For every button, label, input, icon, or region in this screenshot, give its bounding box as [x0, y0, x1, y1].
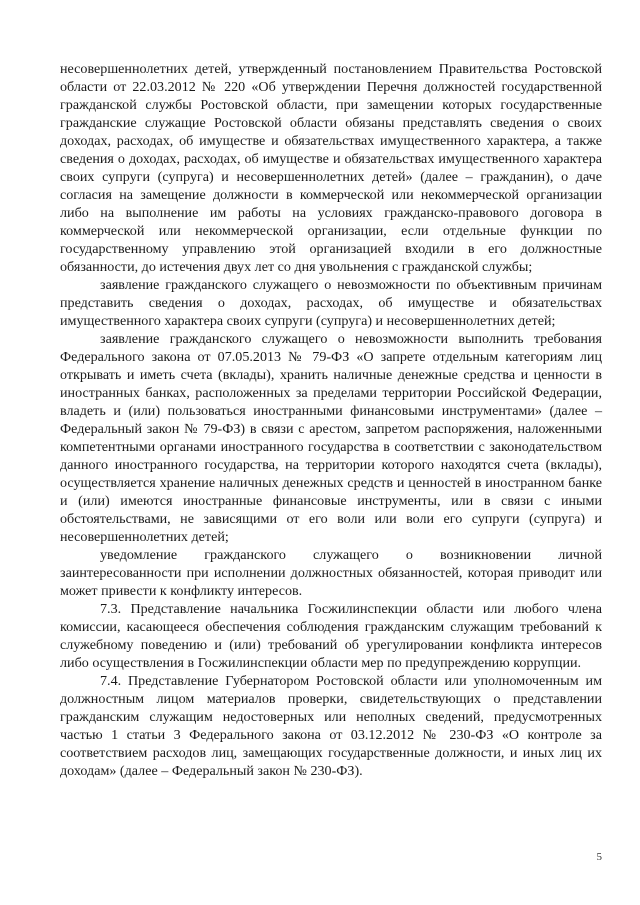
- paragraph-statement-inability-report: заявление гражданского служащего о невозможности по объективным причинам представить сведения о доходах, расходах, об имуществе и обязательствах имущественного характера своих супруги (супруга) и несовершеннолетних детей;: [60, 277, 602, 329]
- paragraph-continuation: несовершеннолетних детей, утвержденный постановлением Правительства Ростовской области от 22.03.2012 № 220 «Об утверждении Перечня должностей государственной гражданской службы Ростовской области, при замещении которых государственные гражданские служащие Ростовской области обязаны представлять сведения о своих доходах, расходах, об имуществе и обязательствах имущественного характера, а также сведения о доходах, расходах, об имуществе и обязательствах имущественного характера своих супруги (супруга) и несовершеннолетних детей» (далее – гражданин), о даче согласия на замещение должности в коммерческой или некоммерческой организации либо на выполнение им работы на условиях гражданско-правового договора в коммерческой или некоммерческой организации, если отдельные функции по государственному управлению этой организацией входили в его должностные обязанности, до истечения двух лет со дня увольнения с гражданской службы;: [60, 61, 602, 275]
- paragraph-statement-79fz: заявление гражданского служащего о невозможности выполнить требования Федерального закона от 07.05.2013 № 79-ФЗ «О запрете отдельным категориям лиц открывать и иметь счета (вклады), хранить наличные денежные средства и ценности в иностранных банках, расположенных за пределами территории Российской Федерации, владеть и (или) пользоваться иностранными финансовыми инструментами» (далее – Федеральный закон № 79-ФЗ) в связи с арестом, запретом распоряжения, наложенными компетентными органами иностранного государства в соответствии с законодательством данного иностранного государства, на территории которого находятся счета (вклады), осуществляется хранение наличных денежных средств и ценностей в иностранном банке и (или) имеются иностранные финансовые инструменты, или в связи с иными обстоятельствами, не зависящими от его воли или воли его супруги (супруга) и несовершеннолетних детей;: [60, 331, 602, 545]
- page-number: 5: [596, 851, 602, 863]
- paragraph-7-4: 7.4. Представление Губернатором Ростовской области или уполномоченным им должностным лицом материалов проверки, свидетельствующих о представлении гражданским служащим недостоверных или неполных сведений, предусмотренных частью 1 статьи 3 Федерального закона от 03.12.2012 № 230-ФЗ «О контроле за соответствием расходов лиц, замещающих государственные должности, и иных лиц их доходам» (далее – Федеральный закон № 230-ФЗ).: [60, 673, 602, 779]
- paragraph-notification-conflict: уведомление гражданского служащего о возникновении личной заинтересованности при исполнении должностных обязанностей, которая приводит или может привести к конфликту интересов.: [60, 547, 602, 599]
- paragraph-7-3: 7.3. Представление начальника Госжилинспекции области или любого члена комиссии, касающееся обеспечения соблюдения гражданским служащим требований к служебному поведению и (или) требований об урегулировании конфликта интересов либо осуществления в Госжилинспекции области мер по предупреждению коррупции.: [60, 601, 602, 671]
- document-body: [60, 60, 602, 780]
